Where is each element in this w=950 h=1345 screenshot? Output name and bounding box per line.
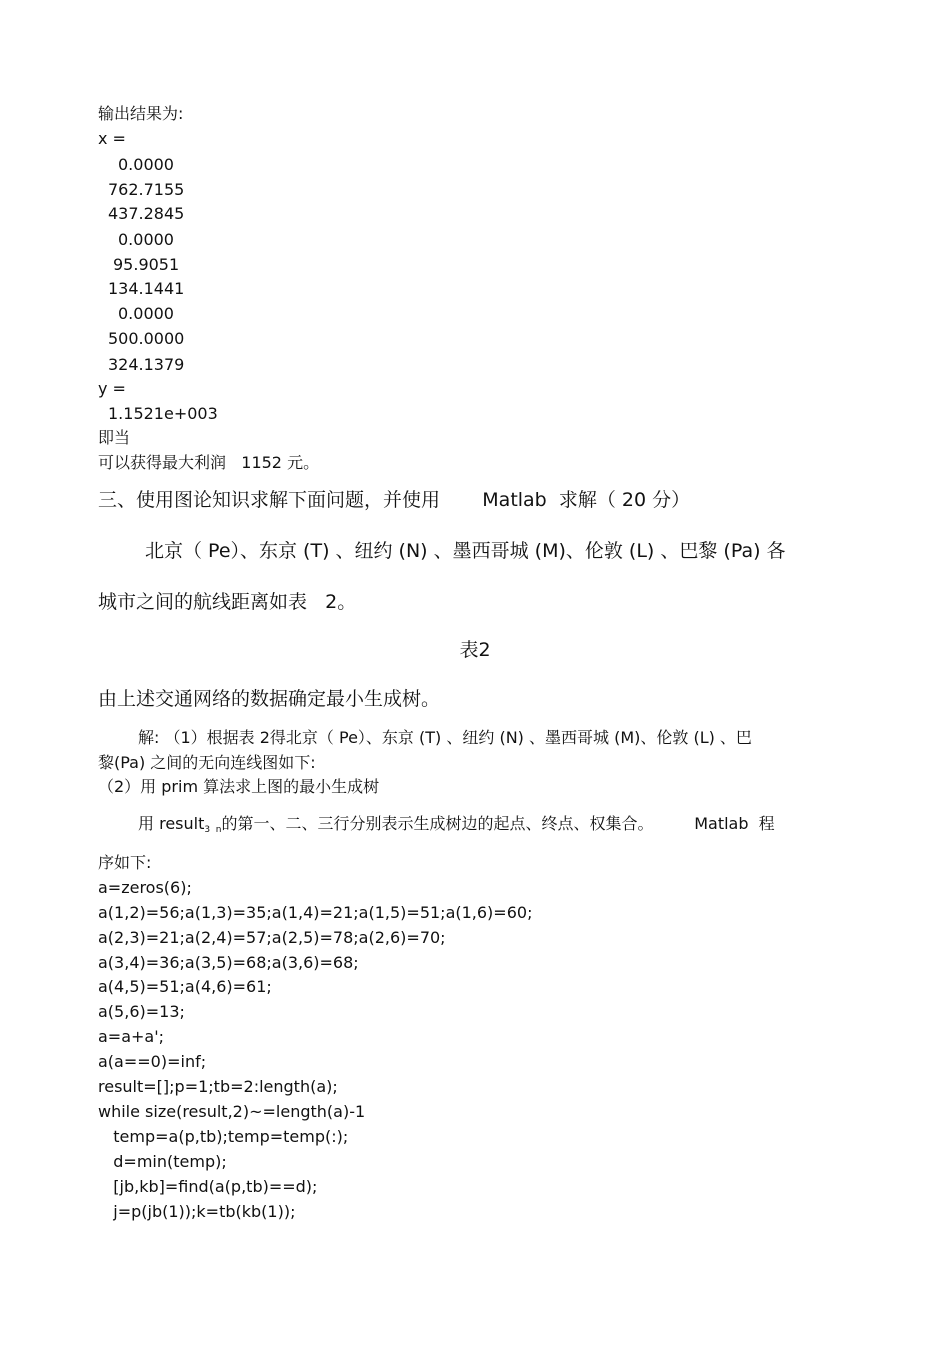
- code-line: a(4,5)=51;a(4,6)=61;: [98, 977, 272, 996]
- code-line: j=p(jb(1));k=tb(kb(1));: [98, 1202, 296, 1221]
- x-value: 95.9051: [113, 255, 180, 274]
- result-description: [138, 814, 775, 840]
- code-line: a(3,4)=36;a(3,5)=68;a(3,6)=68;: [98, 953, 359, 972]
- code-line: a=zeros(6);: [98, 878, 192, 897]
- conclusion-line: 可以获得最大利润 1152 元。: [98, 453, 320, 472]
- conclusion-line: 即当: [98, 428, 131, 447]
- y-label: y =: [98, 379, 126, 398]
- result-desc-pre: 用 result: [138, 814, 205, 833]
- code-line: while size(result,2)~=length(a)-1: [98, 1102, 366, 1121]
- x-value: 0.0000: [118, 304, 174, 323]
- program-intro: 序如下:: [98, 853, 152, 872]
- solution-text: 黎(Pa) 之间的无向连线图如下:: [98, 753, 316, 772]
- x-value: 134.1441: [108, 279, 185, 298]
- solution-text: 解: （1）根据表 2得北京（ Pe）、东京 (T) 、纽约 (N) 、墨西哥城 (M)、伦敦 (L) 、巴: [138, 728, 752, 747]
- result-desc-post: 的第一、二、三行分别表示生成树边的起点、终点、权集合。 Matlab 程: [221, 814, 775, 833]
- solution-step: （2）用 prim 算法求上图的最小生成树: [98, 777, 380, 796]
- x-value: 762.7155: [108, 180, 185, 199]
- result-subscript: 3 n: [204, 825, 222, 835]
- code-line: a(a==0)=inf;: [98, 1052, 207, 1071]
- code-line: [jb,kb]=find(a(p,tb)==d);: [98, 1177, 318, 1196]
- task-text: 由上述交通网络的数据确定最小生成树。: [98, 688, 441, 710]
- table-caption: 表2: [459, 639, 491, 661]
- x-value: 500.0000: [108, 329, 185, 348]
- x-value: 0.0000: [118, 155, 174, 174]
- x-label: x =: [98, 129, 126, 148]
- x-value: 437.2845: [108, 204, 185, 223]
- code-line: result=[];p=1;tb=2:length(a);: [98, 1077, 338, 1096]
- x-value: 324.1379: [108, 355, 185, 374]
- code-line: temp=a(p,tb);temp=temp(:);: [98, 1127, 349, 1146]
- problem-text: 北京（ Pe）、东京 (T) 、纽约 (N) 、墨西哥城 (M)、伦敦 (L) 、巴黎 (Pa) 各: [145, 540, 786, 562]
- code-line: a(2,3)=21;a(2,4)=57;a(2,5)=78;a(2,6)=70;: [98, 928, 446, 947]
- code-line: d=min(temp);: [98, 1152, 227, 1171]
- section-title: 三、使用图论知识求解下面问题，并使用 Matlab 求解（ 20 分）: [98, 489, 691, 511]
- output-heading: 输出结果为:: [98, 104, 184, 123]
- code-line: a=a+a';: [98, 1027, 165, 1046]
- y-value: 1.1521e+003: [108, 404, 218, 423]
- x-value: 0.0000: [118, 230, 174, 249]
- code-line: a(1,2)=56;a(1,3)=35;a(1,4)=21;a(1,5)=51;a(1,6)=60;: [98, 903, 533, 922]
- problem-text: 城市之间的航线距离如表 2。: [98, 591, 357, 613]
- code-line: a(5,6)=13;: [98, 1002, 185, 1021]
